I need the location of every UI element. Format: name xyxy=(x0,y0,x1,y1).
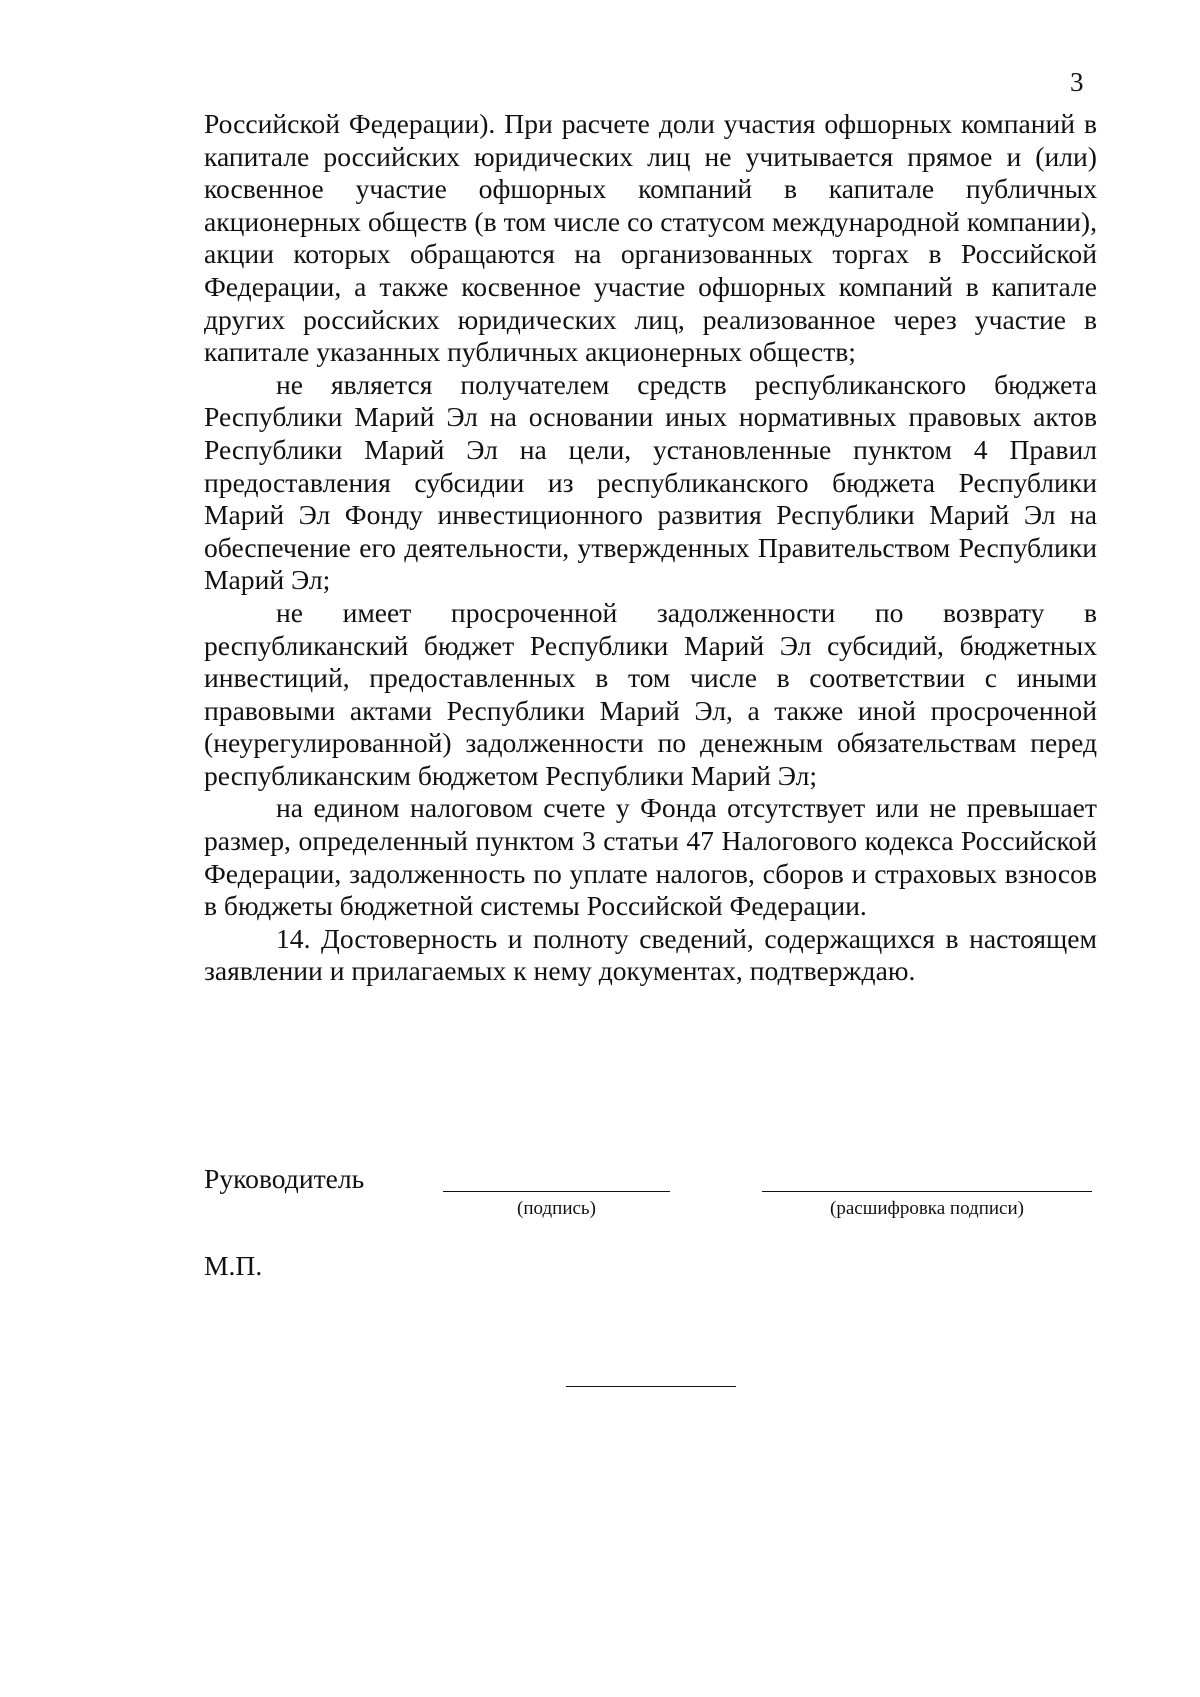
paragraph-not-budget-recipient: не является получателем средств республиканского бюджета Республики Марий Эл на основании иных нормативных правовых актов Республики Марий Эл на цели, установленные пунктом 4 Правил предоставления субсидии из республиканского бюджета Республики Марий Эл Фонду инвестиционного развития Республики Марий Эл на обеспечение его деятельности, утвержденных Правительством Республики Марий Эл; xyxy=(204,368,1097,596)
document-body xyxy=(204,108,1097,988)
signature-line xyxy=(443,1191,670,1192)
page-number: 3 xyxy=(1070,67,1084,97)
signature-decoding-line xyxy=(762,1191,1092,1192)
signatory-role-label: Руководитель xyxy=(204,1163,365,1194)
paragraph-tax-account: на едином налоговом счете у Фонда отсутствует или не превышает размер, определенный пунктом 3 статьи 47 Налогового кодекса Российской Федерации, задолженность по уплате налогов, сборов и страховых взносов в бюджеты бюджетной системы Российской Федерации. xyxy=(204,792,1097,922)
signature-caption: (подпись) xyxy=(517,1198,596,1219)
signature-decoding-caption: (расшифровка подписи) xyxy=(830,1198,1024,1219)
paragraph-no-overdue-debt: не имеет просроченной задолженности по возврату в республиканский бюджет Республики Марий Эл субсидий, бюджетных инвестиций, предоставленных в том числе в соответствии с иными правовыми актами Республики Марий Эл, а также иной просроченной (неурегулированной) задолженности по денежным обязательствам перед республиканским бюджетом Республики Марий Эл; xyxy=(204,596,1097,791)
paragraph-offshore-participation: Российской Федерации). При расчете доли участия офшорных компаний в капитале российских юридических лиц не учитывается прямое и (или) косвенное участие офшорных компаний в капитале публичных акционерных обществ (в том числе со статусом международной компании), акции которых обращаются на организованных торгах в Российской Федерации, а также косвенное участие офшорных компаний в капитале других российских юридических лиц, реализованное через участие в капитале указанных публичных акционерных обществ; xyxy=(204,108,1097,368)
stamp-place-label: М.П. xyxy=(204,1250,263,1281)
paragraph-item-14: 14. Достоверность и полноту сведений, содержащихся в настоящем заявлении и прилагаемых к нему документах, подтверждаю. xyxy=(204,922,1097,987)
end-of-document-rule xyxy=(566,1386,736,1387)
